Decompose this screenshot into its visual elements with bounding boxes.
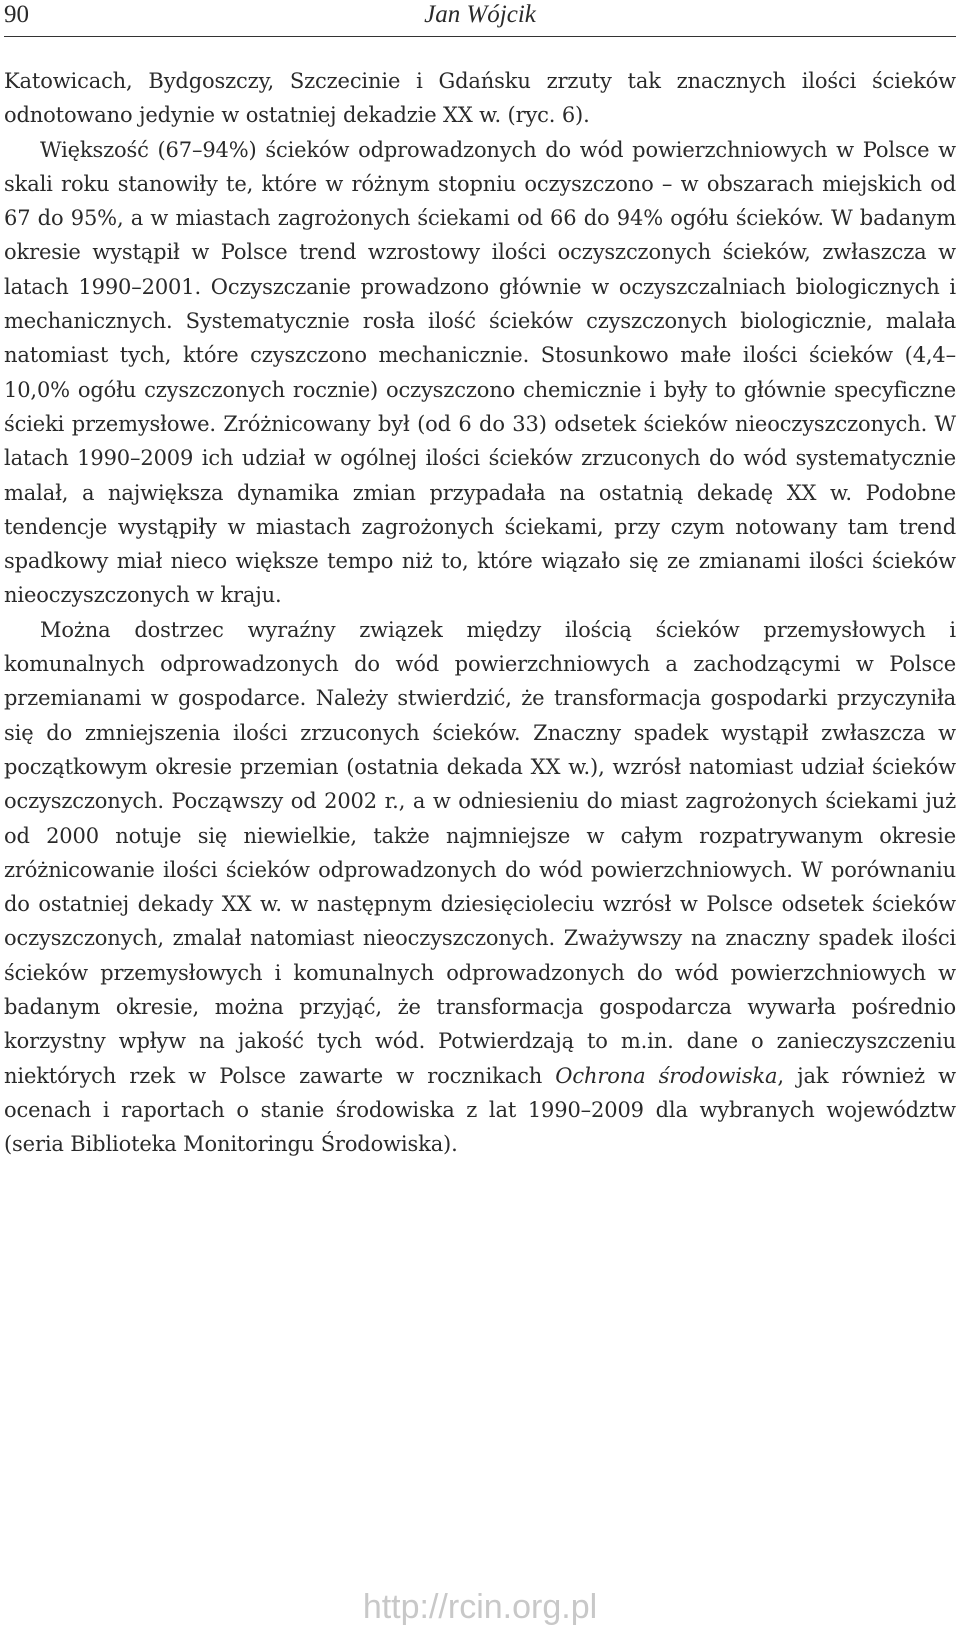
page-number: 90 (4, 1, 29, 28)
paragraph-1: Katowicach, Bydgoszczy, Szczecinie i Gdańsku zrzuty tak znacznych ilości ścieków odnotowano jedynie w ostatniej dekadzie XX w. (ryc. 6). (4, 69, 956, 128)
paragraph-3-text-after: , jak również w ocenach i raportach o stanie środowiska z lat 1990–2009 dla wybranych województw (seria Biblioteka Monitoringu Środowiska). (4, 1063, 956, 1157)
paragraph-2: Większość (67–94%) ścieków odprowadzonych do wód powierzchniowych w Polsce w skali roku stanowiły te, które w różnym stopniu oczyszczono – w obszarach miejskich od 67 do 95%, a w miastach zagrożonych ściekami od 66 do 94% ogółu ścieków. W badanym okresie wystąpił w Polsce trend wzrostowy ilości oczyszczonych ścieków, zwłaszcza w latach 1990–2001. Oczyszczanie prowadzono głównie w oczyszczalniach biologicznych i mechanicznych. Systematycznie rosła ilość ścieków czyszczonych biologicznie, malała natomiast tych, które czyszczono mechanicznie. Stosunkowo małe ilości ścieków (4,4–10,0% ogółu czyszczonych rocznie) oczyszczono chemicznie i były to głównie specyficzne ścieki przemysłowe. Zróżnicowany był (od 6 do 33) odsetek ścieków nieoczyszczonych. W latach 1990–2009 ich udział w ogólnej ilości ścieków zrzuconych do wód systematycznie malał, a największa dynamika zmian przypadała na ostatnią dekadę XX w. Podobne tendencje wystąpiły w miastach zagrożonych ściekami, przy czym notowany tam trend spadkowy miał nieco większe tempo niż to, które wiązało się ze zmianami ilości ścieków nieoczyszczonych w kraju. (4, 137, 956, 608)
paragraph-3 (4, 613, 956, 1162)
body-text (4, 64, 956, 1162)
watermark-url: http://rcin.org.pl (362, 1588, 598, 1626)
paragraph-3-text-before: Można dostrzec wyraźny związek między ilością ścieków przemysłowych i komunalnych odprowadzonych do wód powierzchniowych a zachodzącymi w Polsce przemianami w gospodarce. Należy stwierdzić, że transformacja gospodarki przyczyniła się do zmniejszenia ilości zrzuconych ścieków. Znaczny spadek wystąpił zwłaszcza w początkowym okresie przemian (ostatnia dekada XX w.), wzrósł natomiast udział ścieków oczyszczonych. Począwszy od 2002 r., a w odniesieniu do miast zagrożonych ściekami już od 2000 notuje się niewielkie, także najmniejsze w całym rozpatrywanym okresie zróżnicowanie ilości ścieków odprowadzonych do wód powierzchniowych. W porównaniu do ostatniej dekady XX w. w następnym dziesięcioleciu wzrósł w Polsce odsetek ścieków oczyszczonych, zmalał natomiast nieoczyszczonych. Zważywszy na znaczny spadek ilości ścieków przemysłowych i komunalnych odprowadzonych do wód powierzchniowych w badanym okresie, można przyjąć, że transformacja gospodarcza wywarła pośrednio korzystny wpływ na jakość tych wód. Potwierdzają to m.in. dane o zanieczyszczeniu niektórych rzek w Polsce zawarte w rocznikach (4, 617, 956, 1088)
journal-title: Ochrona środowiska (555, 1063, 778, 1088)
running-author: Jan Wójcik (424, 1, 536, 28)
running-header (4, 0, 956, 37)
